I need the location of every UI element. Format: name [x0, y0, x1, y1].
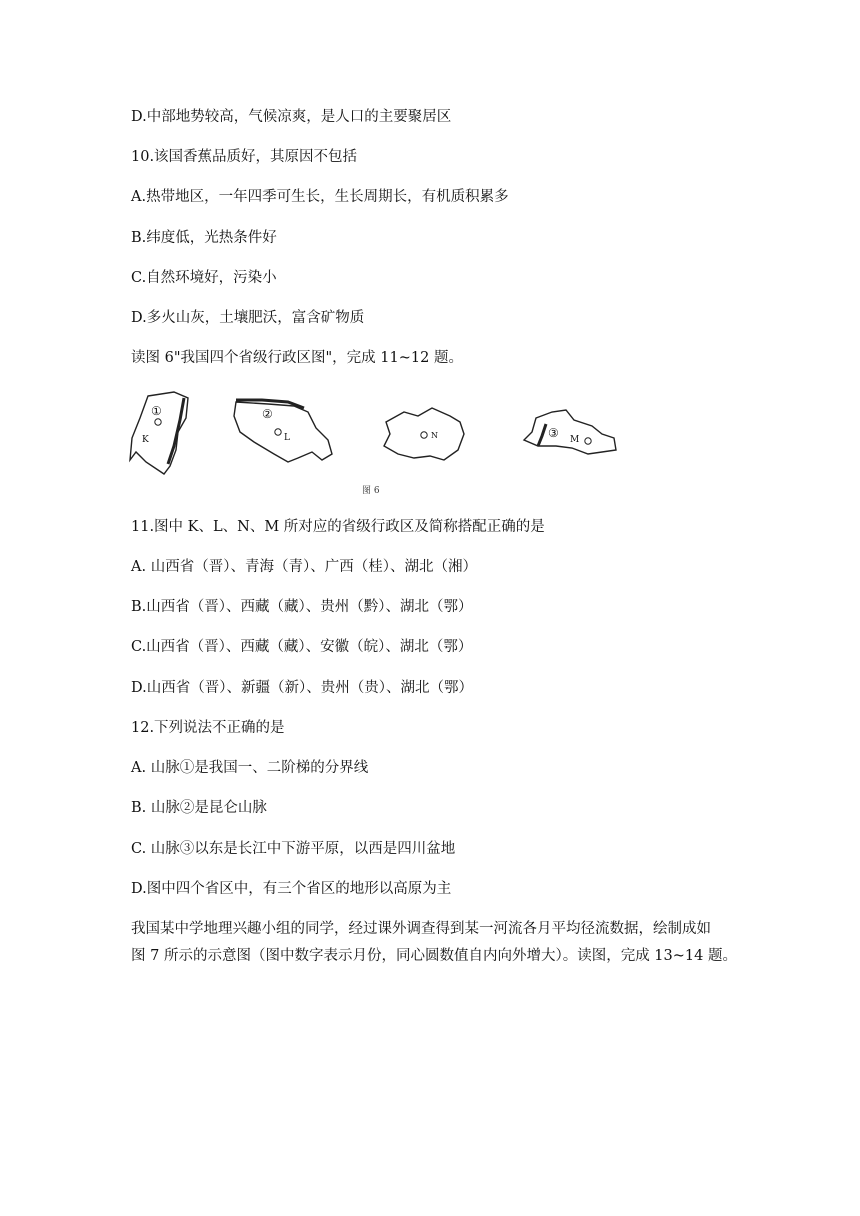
option-12c: C. 山脉③以东是长江中下游平原，以西是四川盆地	[131, 841, 456, 857]
option-11a: A. 山西省（晋）、青海（青）、广西（桂）、湖北（湘）	[131, 559, 477, 575]
option-11d: D.山西省（晋）、新疆（新）、贵州（贵）、湖北（鄂）	[131, 680, 473, 696]
option-10a: A.热带地区，一年四季可生长，生长周期长，有机质积累多	[131, 189, 509, 205]
option-10b: B.纬度低，光热条件好	[131, 230, 277, 246]
point-n-label: N	[431, 431, 438, 440]
option-12d: D.图中四个省区中，有三个省区的地形以高原为主	[131, 881, 452, 897]
question-10: 10.该国香蕉品质好，其原因不包括	[131, 149, 358, 165]
option-10d: D.多火山灰，土壤肥沃，富含矿物质	[131, 310, 365, 326]
mountain-2-label: ②	[262, 407, 273, 421]
point-m-label: M	[570, 435, 580, 445]
question-11: 11.图中 K、L、N、M 所对应的省级行政区及简称搭配正确的是	[131, 519, 545, 535]
option-11b: B.山西省（晋）、西藏（藏）、贵州（黔）、湖北（鄂）	[131, 599, 473, 615]
figure-6-caption: 图 6	[362, 486, 380, 496]
mountain-1-label: ①	[151, 404, 162, 418]
option-11c: C.山西省（晋）、西藏（藏）、安徽（皖）、湖北（鄂）	[131, 639, 473, 655]
province-l-outline	[234, 402, 332, 462]
figure-6-intro: 读图 6"我国四个省级行政区图"，完成 11~12 题。	[131, 350, 463, 366]
option-9d: D.中部地势较高，气候凉爽，是人口的主要聚居区	[131, 109, 452, 125]
point-l-label: L	[284, 433, 290, 443]
option-12b: B. 山脉②是昆仑山脉	[131, 800, 267, 816]
mountain-1-line	[168, 398, 184, 464]
passage-intro-line-1: 我国某中学地理兴趣小组的同学，经过课外调查得到某一河流各月平均径流数据，绘制成如	[131, 921, 711, 937]
mountain-3-label: ③	[548, 426, 559, 440]
option-10c: C.自然环境好，污染小	[131, 270, 277, 286]
province-n-outline	[384, 408, 464, 460]
province-m-outline	[524, 410, 616, 454]
option-12a: A. 山脉①是我国一、二阶梯的分界线	[131, 760, 369, 776]
question-12: 12.下列说法不正确的是	[131, 720, 285, 736]
mountain-3-line	[538, 424, 546, 446]
point-k-label: K	[142, 435, 149, 445]
passage-intro-line-2: 图 7 所示的示意图（图中数字表示月份，同心圆数值自内向外增大）。读图，完成 13~14 题。	[131, 948, 737, 964]
